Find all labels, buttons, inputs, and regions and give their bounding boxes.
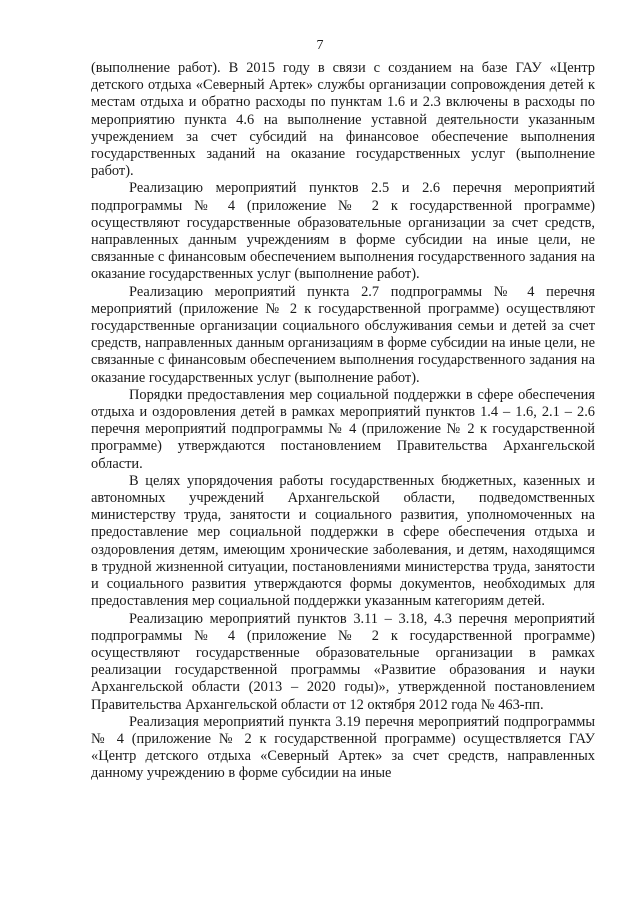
paragraph: Реализацию мероприятий пунктов 3.11 – 3.18, 4.3 перечня мероприятий подпрограммы № 4 (приложение № 2 к государственной программе) осуществляют государственные образовательные организации в рамках реализации государственной программы «Развитие образования и науки Архангельской области (2013 – 2020 годы)», утвержденной постановлением Правительства Архангельской области от 12 октября 2012 года № 463-пп. (91, 610, 595, 713)
paragraph: Реализацию мероприятий пунктов 2.5 и 2.6 перечня мероприятий подпрограммы № 4 (приложение № 2 к государственной программе) осуществляют государственные образовательные организации за счет средств, направленных данным учреждениям в форме субсидии на иные цели, не связанные с финансовым обеспечением выполнения государственного задания на оказание государственных услуг (выполнение работ). (91, 180, 595, 283)
paragraph-continued: (выполнение работ). В 2015 году в связи с созданием на базе ГАУ «Центр детского отдыха «Северный Артек» службы организации сопровождения детей к местам отдыха и обратно расходы по пунктам 1.6 и 2.3 включены в расходы по мероприятию пункта 4.6 на выполнение уставной деятельности указанным учреждением за счет субсидий на финансовое обеспечение выполнения государственных заданий на оказание государственных услуг (выполнение работ). (91, 60, 595, 180)
document-body (91, 60, 595, 783)
paragraph: В целях упорядочения работы государственных бюджетных, казенных и автономных учреждений Архангельской области, подведомственных министерству труда, занятости и социального развития, уполномоченных на предоставление мер социальной поддержки в сфере обеспечения отдыха и оздоровления детям, имеющим хронические заболевания, и детям, находящимся в трудной жизненной ситуации, постановлениями министерства труда, занятости и социального развития утверждаются формы документов, необходимых для предоставления мер социальной поддержки указанным категориям детей. (91, 472, 595, 610)
paragraph: Реализацию мероприятий пункта 2.7 подпрограммы № 4 перечня мероприятий (приложение № 2 к государственной программе) осуществляют государственные организации социального обслуживания семьи и детей за счет средств, направленных данным организациям в форме субсидии на иные цели, не связанные с финансовым обеспечением выполнения государственного задания на оказание государственных услуг (выполнение работ). (91, 283, 595, 386)
page-number: 7 (316, 38, 324, 53)
paragraph: Порядки предоставления мер социальной поддержки в сфере обеспечения отдыха и оздоровления детей в рамках мероприятий пунктов 1.4 – 1.6, 2.1 – 2.6 перечня мероприятий подпрограммы № 4 (приложение № 2 к государственной программе) утверждаются постановлением Правительства Архангельской области. (91, 386, 595, 472)
paragraph: Реализация мероприятий пункта 3.19 перечня мероприятий подпрограммы № 4 (приложение № 2 к государственной программе) осуществляется ГАУ «Центр детского отдыха «Северный Артек» за счет средств, направленных данному учреждению в форме субсидии на иные (91, 713, 595, 782)
